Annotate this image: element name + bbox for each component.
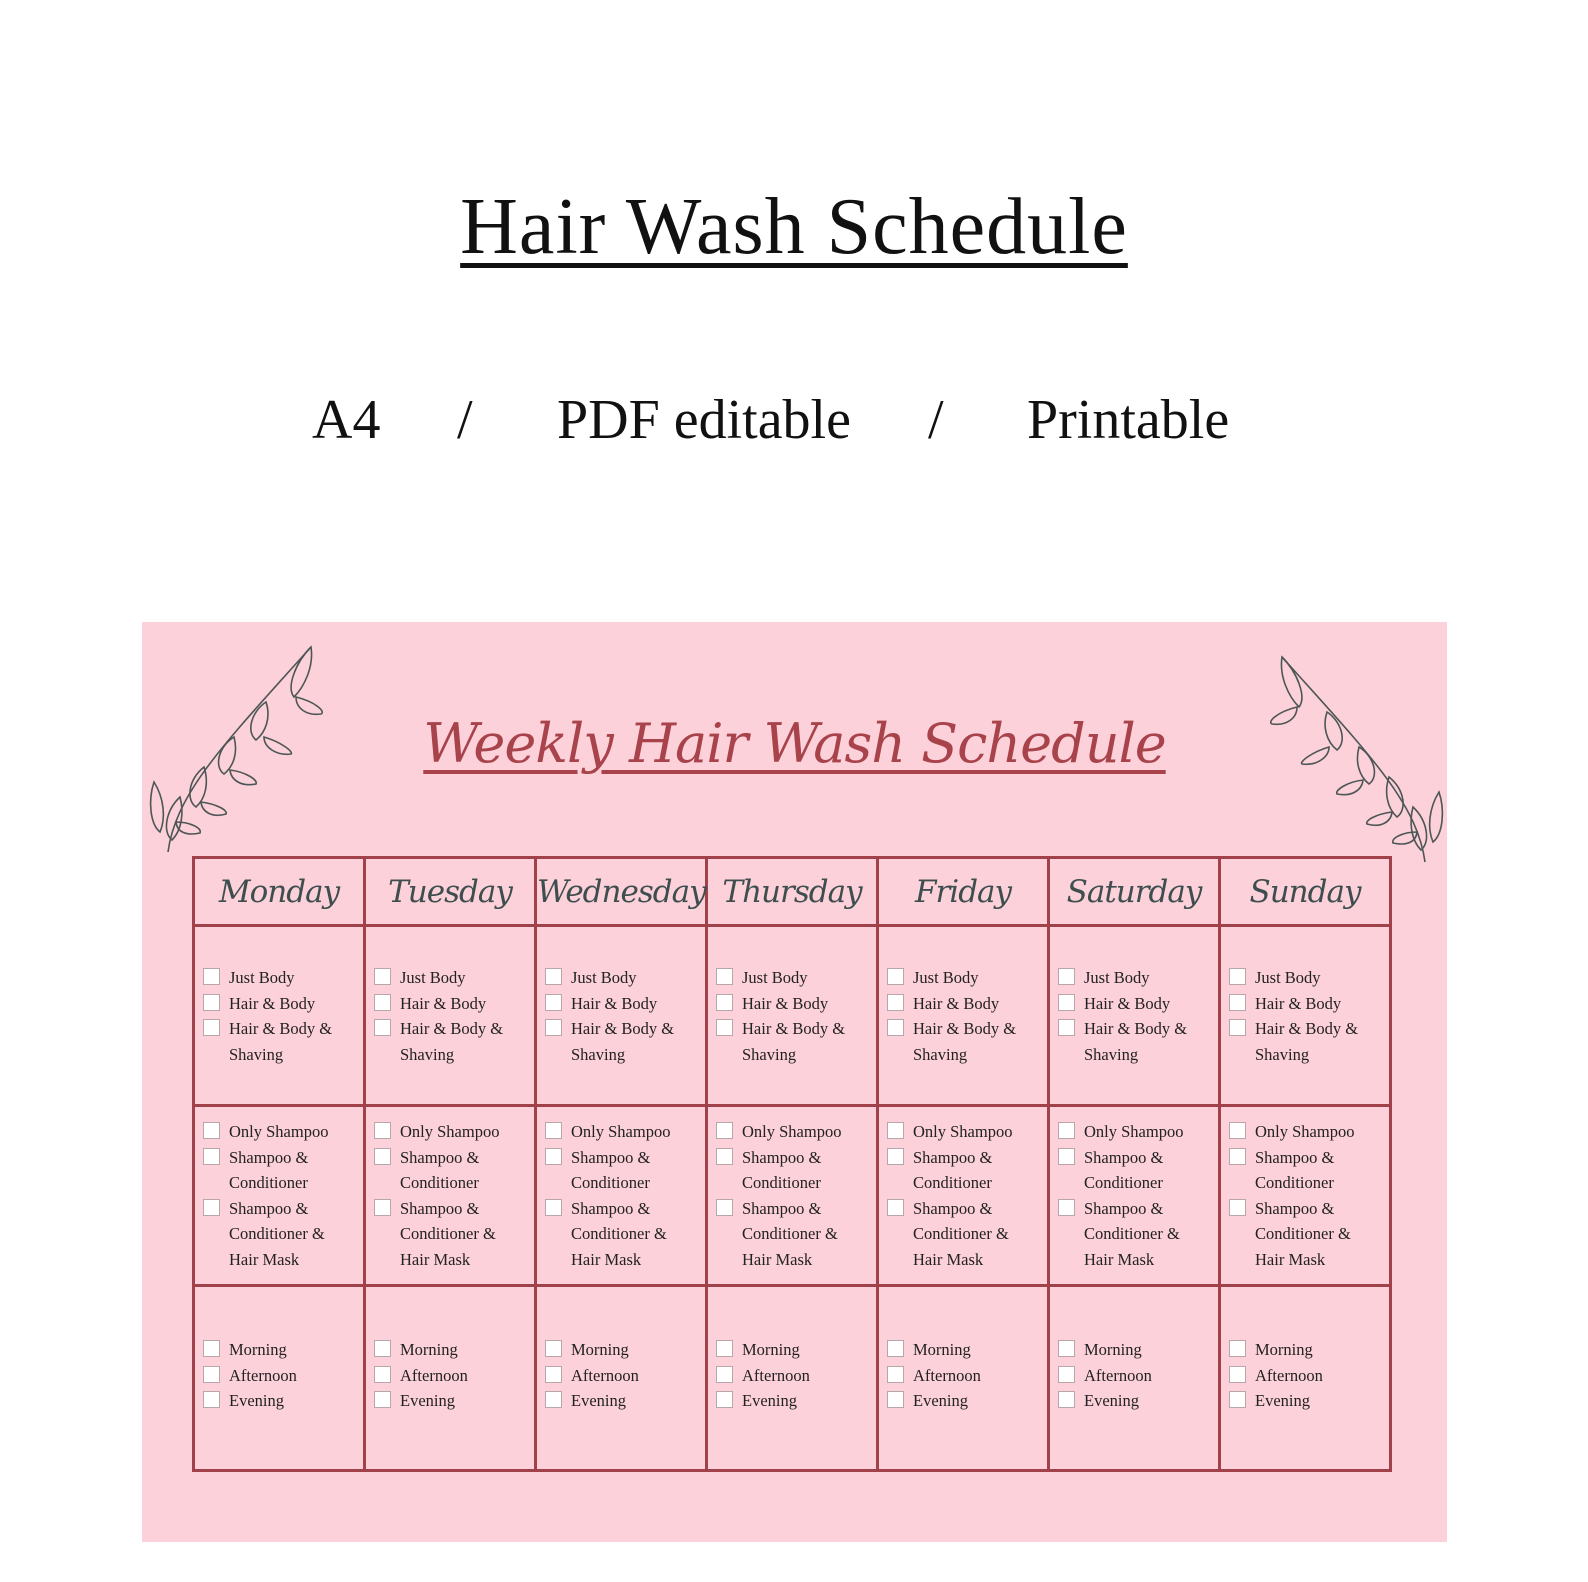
- option-label: Evening: [229, 1391, 284, 1410]
- option-label: Hair & Body: [229, 993, 316, 1013]
- checkbox[interactable]: [887, 1122, 904, 1139]
- checkbox[interactable]: [716, 968, 733, 985]
- hair-cell-monday: [194, 1106, 365, 1286]
- hair-cell-thursday: [707, 1106, 878, 1286]
- checklist-option[interactable]: [1058, 965, 1218, 991]
- checkbox[interactable]: [1058, 994, 1075, 1011]
- checkbox[interactable]: [1229, 1366, 1246, 1383]
- checkbox[interactable]: [545, 1199, 562, 1216]
- checklist-option[interactable]: [374, 1363, 534, 1389]
- option-label: Shampoo & Conditioner & Hair Mask: [742, 1198, 838, 1269]
- hair-cell-saturday: [1049, 1106, 1220, 1286]
- checklist-option[interactable]: [1229, 1196, 1389, 1273]
- checklist-option[interactable]: [545, 1196, 705, 1273]
- option-label: Morning: [229, 1340, 287, 1359]
- checkbox[interactable]: [374, 1148, 391, 1165]
- option-label: Hair & Body & Shaving: [742, 1019, 846, 1064]
- checkbox[interactable]: [374, 1019, 391, 1036]
- subtitle-format: PDF editable: [557, 389, 851, 451]
- checkbox[interactable]: [1229, 1019, 1246, 1036]
- time-cell-saturday: [1049, 1286, 1220, 1471]
- wash-type-row: [194, 926, 1391, 1106]
- wash-cell-monday: [194, 926, 365, 1106]
- checkbox[interactable]: [1058, 1122, 1075, 1139]
- option-label: Shampoo & Conditioner: [1084, 1147, 1164, 1192]
- option-label: Shampoo & Conditioner: [400, 1147, 480, 1192]
- day-header-wednesday: Wednesday: [536, 858, 707, 926]
- time-cell-friday: [878, 1286, 1049, 1471]
- checklist-option[interactable]: [545, 1145, 705, 1196]
- option-label: Shampoo & Conditioner & Hair Mask: [571, 1198, 667, 1269]
- checklist-option[interactable]: [203, 1016, 363, 1067]
- option-label: Hair & Body & Shaving: [571, 1019, 675, 1064]
- checklist-option[interactable]: [545, 1119, 705, 1145]
- subtitle-printable: Printable: [1027, 389, 1230, 451]
- checkbox[interactable]: [374, 994, 391, 1011]
- day-header-sunday: Sunday: [1220, 858, 1391, 926]
- hair-cell-friday: [878, 1106, 1049, 1286]
- page-title: Hair Wash Schedule: [460, 183, 1128, 271]
- checklist-option[interactable]: [374, 965, 534, 991]
- option-label: Just Body: [229, 968, 295, 987]
- checkbox[interactable]: [887, 994, 904, 1011]
- checkbox[interactable]: [203, 1122, 220, 1139]
- option-label: Only Shampoo: [742, 1122, 842, 1141]
- day-header-thursday: Thursday: [707, 858, 878, 926]
- checkbox[interactable]: [203, 1366, 220, 1383]
- wash-cell-wednesday: [536, 926, 707, 1106]
- checkbox[interactable]: [1229, 1122, 1246, 1139]
- hair-cell-wednesday: [536, 1106, 707, 1286]
- checklist-option[interactable]: [545, 991, 705, 1017]
- option-label: Hair & Body & Shaving: [1255, 1019, 1359, 1064]
- time-cell-wednesday: [536, 1286, 707, 1471]
- checkbox[interactable]: [1058, 1019, 1075, 1036]
- checklist-option[interactable]: [374, 1388, 534, 1414]
- option-label: Evening: [742, 1391, 797, 1410]
- option-label: Shampoo & Conditioner: [229, 1147, 309, 1192]
- option-label: Shampoo & Conditioner & Hair Mask: [913, 1198, 1009, 1269]
- time-cell-thursday: [707, 1286, 878, 1471]
- checklist-option[interactable]: [1229, 1337, 1389, 1363]
- checklist-option[interactable]: [1229, 1388, 1389, 1414]
- checklist-option[interactable]: [374, 1145, 534, 1196]
- checklist-option[interactable]: [716, 1388, 876, 1414]
- checklist-option[interactable]: [1229, 1145, 1389, 1196]
- time-cell-monday: [194, 1286, 365, 1471]
- checklist-option[interactable]: [1229, 1119, 1389, 1145]
- option-label: Just Body: [1255, 968, 1321, 987]
- checkbox[interactable]: [1058, 1199, 1075, 1216]
- option-label: Hair & Body & Shaving: [229, 1019, 333, 1064]
- sheet-title: Weekly Hair Wash Schedule: [423, 712, 1166, 775]
- option-label: Afternoon: [742, 1365, 810, 1385]
- checkbox[interactable]: [203, 1019, 220, 1036]
- option-label: Evening: [1084, 1391, 1139, 1410]
- checklist-option[interactable]: [374, 991, 534, 1017]
- checkbox[interactable]: [1229, 1391, 1246, 1408]
- option-label: Afternoon: [1255, 1365, 1323, 1385]
- checklist-option[interactable]: [203, 991, 363, 1017]
- checkbox[interactable]: [1229, 1340, 1246, 1357]
- checkbox[interactable]: [716, 1122, 733, 1139]
- checkbox[interactable]: [1058, 1148, 1075, 1165]
- checklist-option[interactable]: [716, 1119, 876, 1145]
- option-label: Shampoo & Conditioner & Hair Mask: [1255, 1198, 1351, 1269]
- checklist-option[interactable]: [1229, 991, 1389, 1017]
- option-label: Hair & Body: [913, 993, 1000, 1013]
- checkbox[interactable]: [1058, 1391, 1075, 1408]
- option-label: Afternoon: [400, 1365, 468, 1385]
- checkbox[interactable]: [1229, 1148, 1246, 1165]
- subtitle-separator: /: [457, 389, 473, 451]
- checklist-option[interactable]: [1058, 1388, 1218, 1414]
- time-cell-sunday: [1220, 1286, 1391, 1471]
- checkbox[interactable]: [203, 1199, 220, 1216]
- checklist-option[interactable]: [1058, 1016, 1218, 1067]
- checkbox[interactable]: [716, 1391, 733, 1408]
- checklist-option[interactable]: [887, 1337, 1047, 1363]
- checklist-option[interactable]: [716, 1145, 876, 1196]
- checkbox[interactable]: [374, 1366, 391, 1383]
- checkbox[interactable]: [887, 1366, 904, 1383]
- wash-cell-sunday: [1220, 926, 1391, 1106]
- option-label: Morning: [400, 1340, 458, 1359]
- option-label: Shampoo & Conditioner: [913, 1147, 993, 1192]
- checklist-option[interactable]: [887, 1145, 1047, 1196]
- wash-cell-friday: [878, 926, 1049, 1106]
- option-label: Only Shampoo: [229, 1122, 329, 1141]
- checklist-option[interactable]: [1229, 965, 1389, 991]
- checklist-option[interactable]: [545, 1337, 705, 1363]
- option-label: Just Body: [913, 968, 979, 987]
- checkbox[interactable]: [887, 1340, 904, 1357]
- hair-cell-sunday: [1220, 1106, 1391, 1286]
- checkbox[interactable]: [716, 1366, 733, 1383]
- checklist-option[interactable]: [203, 1119, 363, 1145]
- day-header-monday: Monday: [194, 858, 365, 926]
- checklist-option[interactable]: [1058, 1119, 1218, 1145]
- option-label: Only Shampoo: [1255, 1122, 1355, 1141]
- checkbox[interactable]: [374, 968, 391, 985]
- option-label: Hair & Body: [1084, 993, 1171, 1013]
- checklist-option[interactable]: [374, 1337, 534, 1363]
- option-label: Morning: [1255, 1340, 1313, 1359]
- option-label: Just Body: [571, 968, 637, 987]
- hair-cell-tuesday: [365, 1106, 536, 1286]
- checkbox[interactable]: [887, 968, 904, 985]
- option-label: Shampoo & Conditioner & Hair Mask: [400, 1198, 496, 1269]
- checklist-option[interactable]: [887, 1388, 1047, 1414]
- option-label: Hair & Body & Shaving: [913, 1019, 1017, 1064]
- checkbox[interactable]: [374, 1391, 391, 1408]
- option-label: Morning: [742, 1340, 800, 1359]
- checklist-option[interactable]: [545, 1016, 705, 1067]
- checkbox[interactable]: [1058, 1366, 1075, 1383]
- checklist-option[interactable]: [1229, 1016, 1389, 1067]
- option-label: Hair & Body: [1255, 993, 1342, 1013]
- hair-care-row: [194, 1106, 1391, 1286]
- option-label: Shampoo & Conditioner: [1255, 1147, 1335, 1192]
- checklist-option[interactable]: [716, 965, 876, 991]
- wash-cell-thursday: [707, 926, 878, 1106]
- schedule-sheet: [142, 622, 1447, 1542]
- checkbox[interactable]: [716, 994, 733, 1011]
- checklist-option[interactable]: [203, 1145, 363, 1196]
- checkbox[interactable]: [887, 1391, 904, 1408]
- checkbox[interactable]: [716, 1019, 733, 1036]
- checklist-option[interactable]: [887, 1196, 1047, 1273]
- time-cell-tuesday: [365, 1286, 536, 1471]
- option-label: Shampoo & Conditioner: [571, 1147, 651, 1192]
- checkbox[interactable]: [1229, 1199, 1246, 1216]
- option-label: Just Body: [400, 968, 466, 987]
- checklist-option[interactable]: [545, 1388, 705, 1414]
- checklist-option[interactable]: [203, 965, 363, 991]
- checklist-option[interactable]: [1229, 1363, 1389, 1389]
- product-subtitle: [0, 388, 1588, 458]
- option-label: Only Shampoo: [571, 1122, 671, 1141]
- checkbox[interactable]: [545, 1366, 562, 1383]
- option-label: Just Body: [742, 968, 808, 987]
- checklist-option[interactable]: [887, 1016, 1047, 1067]
- checklist-option[interactable]: [716, 1016, 876, 1067]
- option-label: Evening: [571, 1391, 626, 1410]
- checklist-option[interactable]: [887, 1119, 1047, 1145]
- checkbox[interactable]: [887, 1019, 904, 1036]
- option-label: Hair & Body: [742, 993, 829, 1013]
- checkbox[interactable]: [716, 1148, 733, 1165]
- wash-cell-saturday: [1049, 926, 1220, 1106]
- option-label: Evening: [1255, 1391, 1310, 1410]
- checklist-option[interactable]: [887, 991, 1047, 1017]
- checkbox[interactable]: [203, 1391, 220, 1408]
- checkbox[interactable]: [545, 1391, 562, 1408]
- checklist-option[interactable]: [203, 1363, 363, 1389]
- option-label: Hair & Body: [400, 993, 487, 1013]
- checkbox[interactable]: [203, 968, 220, 985]
- checkbox[interactable]: [1229, 968, 1246, 985]
- checkbox[interactable]: [545, 968, 562, 985]
- option-label: Afternoon: [571, 1365, 639, 1385]
- checklist-option[interactable]: [545, 965, 705, 991]
- checklist-option[interactable]: [716, 1363, 876, 1389]
- option-label: Hair & Body: [571, 993, 658, 1013]
- checklist-option[interactable]: [203, 1388, 363, 1414]
- schedule-grid: [192, 856, 1392, 1472]
- option-label: Afternoon: [229, 1365, 297, 1385]
- checkbox[interactable]: [716, 1199, 733, 1216]
- checklist-option[interactable]: [374, 1196, 534, 1273]
- option-label: Just Body: [1084, 968, 1150, 987]
- subtitle-size: A4: [312, 389, 381, 451]
- checklist-option[interactable]: [887, 965, 1047, 991]
- checklist-option[interactable]: [716, 1196, 876, 1273]
- checkbox[interactable]: [1229, 994, 1246, 1011]
- checklist-option[interactable]: [203, 1196, 363, 1273]
- checklist-option[interactable]: [887, 1363, 1047, 1389]
- checkbox[interactable]: [1058, 1340, 1075, 1357]
- option-label: Hair & Body & Shaving: [400, 1019, 504, 1064]
- checkbox[interactable]: [374, 1122, 391, 1139]
- checklist-option[interactable]: [374, 1016, 534, 1067]
- day-header-friday: Friday: [878, 858, 1049, 926]
- wash-cell-tuesday: [365, 926, 536, 1106]
- option-label: Only Shampoo: [400, 1122, 500, 1141]
- day-header-row: [194, 858, 1391, 926]
- checkbox[interactable]: [716, 1340, 733, 1357]
- checkbox[interactable]: [545, 1122, 562, 1139]
- checklist-option[interactable]: [1058, 1145, 1218, 1196]
- option-label: Afternoon: [913, 1365, 981, 1385]
- checkbox[interactable]: [203, 1340, 220, 1357]
- option-label: Only Shampoo: [913, 1122, 1013, 1141]
- checkbox[interactable]: [374, 1340, 391, 1357]
- option-label: Shampoo & Conditioner: [742, 1147, 822, 1192]
- option-label: Morning: [1084, 1340, 1142, 1359]
- checkbox[interactable]: [545, 1148, 562, 1165]
- option-label: Afternoon: [1084, 1365, 1152, 1385]
- option-label: Evening: [400, 1391, 455, 1410]
- option-label: Hair & Body & Shaving: [1084, 1019, 1188, 1064]
- checkbox[interactable]: [887, 1148, 904, 1165]
- checklist-option[interactable]: [545, 1363, 705, 1389]
- time-of-day-row: [194, 1286, 1391, 1471]
- option-label: Shampoo & Conditioner & Hair Mask: [1084, 1198, 1180, 1269]
- checkbox[interactable]: [545, 1019, 562, 1036]
- checklist-option[interactable]: [1058, 991, 1218, 1017]
- checklist-option[interactable]: [716, 1337, 876, 1363]
- subtitle-separator: /: [928, 389, 944, 451]
- checklist-option[interactable]: [1058, 1196, 1218, 1273]
- day-header-saturday: Saturday: [1049, 858, 1220, 926]
- option-label: Shampoo & Conditioner & Hair Mask: [229, 1198, 325, 1269]
- checkbox[interactable]: [203, 1148, 220, 1165]
- option-label: Morning: [571, 1340, 629, 1359]
- checkbox[interactable]: [203, 994, 220, 1011]
- day-header-tuesday: Tuesday: [365, 858, 536, 926]
- option-label: Evening: [913, 1391, 968, 1410]
- checklist-option[interactable]: [1058, 1337, 1218, 1363]
- checkbox[interactable]: [545, 994, 562, 1011]
- checkbox[interactable]: [545, 1340, 562, 1357]
- checklist-option[interactable]: [1058, 1363, 1218, 1389]
- checklist-option[interactable]: [203, 1337, 363, 1363]
- checklist-option[interactable]: [716, 991, 876, 1017]
- option-label: Only Shampoo: [1084, 1122, 1184, 1141]
- option-label: Morning: [913, 1340, 971, 1359]
- checkbox[interactable]: [887, 1199, 904, 1216]
- checkbox[interactable]: [374, 1199, 391, 1216]
- checklist-option[interactable]: [374, 1119, 534, 1145]
- checkbox[interactable]: [1058, 968, 1075, 985]
